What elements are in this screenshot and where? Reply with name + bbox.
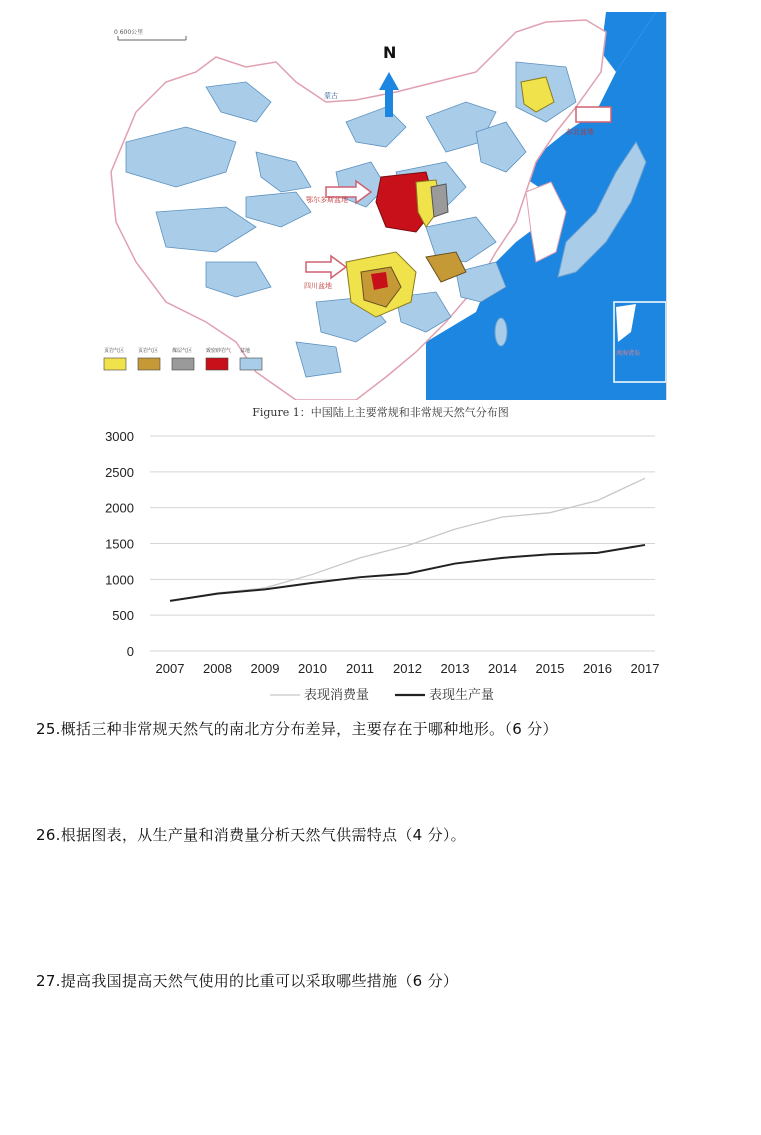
china-gas-distribution-map bbox=[96, 12, 667, 400]
y-tick-label: 2000 bbox=[105, 500, 134, 516]
legend-label: 盆地 bbox=[240, 348, 251, 354]
series-line bbox=[170, 545, 645, 601]
legend-label: 页岩气区 bbox=[104, 348, 125, 354]
y-tick-label: 3000 bbox=[105, 429, 134, 444]
map-image bbox=[96, 12, 666, 400]
y-tick-label: 2500 bbox=[105, 464, 134, 480]
question-25: 25.概括三种非常规天然气的南北方分布差异，主要存在于哪种地形。（6 分） bbox=[36, 720, 558, 738]
legend-swatch bbox=[104, 358, 126, 370]
chart-svg bbox=[90, 422, 670, 712]
x-tick-label: 2015 bbox=[535, 661, 565, 676]
series-line bbox=[170, 478, 645, 601]
x-tick-label: 2013 bbox=[440, 661, 470, 676]
x-tick-label: 2016 bbox=[583, 661, 612, 676]
scale-bar bbox=[114, 28, 186, 40]
y-tick-label: 0 bbox=[126, 644, 134, 659]
question-27: 27.提高我国提高天然气使用的比重可以采取哪些措施（6 分） bbox=[36, 972, 459, 990]
legend-swatch bbox=[240, 358, 262, 370]
region-label-sichuan: 四川盆地 bbox=[304, 282, 332, 290]
y-tick-label: 1000 bbox=[105, 572, 134, 588]
sichuan-tight bbox=[371, 272, 388, 290]
region-label-northeast: 东北盆地 bbox=[566, 128, 594, 136]
x-tick-label: 2009 bbox=[250, 661, 280, 676]
x-tick-label: 2008 bbox=[203, 661, 232, 676]
legend-label: 页岩气区 bbox=[138, 348, 159, 354]
legend-label: 表现生产量 bbox=[429, 688, 495, 703]
x-tick-label: 2007 bbox=[155, 661, 185, 676]
legend-swatch bbox=[206, 358, 228, 370]
x-tick-label: 2014 bbox=[488, 661, 517, 676]
figure-caption: Figure 1：中国陆上主要常规和非常规天然气分布图 bbox=[252, 406, 509, 419]
legend-swatch bbox=[172, 358, 194, 370]
legend-swatch bbox=[138, 358, 160, 370]
region-label-ordos: 鄂尔多斯盆地 bbox=[306, 196, 348, 204]
x-tick-label: 2010 bbox=[298, 661, 327, 676]
y-tick-label: 1500 bbox=[105, 536, 134, 552]
region-label-mongolia: 蒙古 bbox=[324, 92, 338, 100]
x-tick-label: 2011 bbox=[346, 661, 374, 676]
map-legend bbox=[104, 347, 262, 370]
question-26: 26.根据图表，从生产量和消费量分析天然气供需特点（4 分）。 bbox=[36, 826, 466, 844]
legend-label: 表现消费量 bbox=[304, 688, 370, 703]
y-tick-label: 500 bbox=[112, 608, 134, 624]
x-tick-label: 2017 bbox=[630, 661, 660, 676]
coal-gray bbox=[431, 184, 448, 217]
taiwan-island bbox=[495, 318, 507, 346]
legend-label: 煤层气区 bbox=[172, 348, 193, 354]
north-label: N bbox=[383, 43, 397, 62]
x-tick-label: 2012 bbox=[393, 661, 422, 676]
scale-label: 0 600公里 bbox=[114, 29, 144, 36]
gas-line-chart bbox=[90, 422, 670, 712]
legend-label: 致密砂岩气 bbox=[206, 348, 232, 354]
region-label-inset: 南海诸岛 bbox=[616, 350, 641, 357]
